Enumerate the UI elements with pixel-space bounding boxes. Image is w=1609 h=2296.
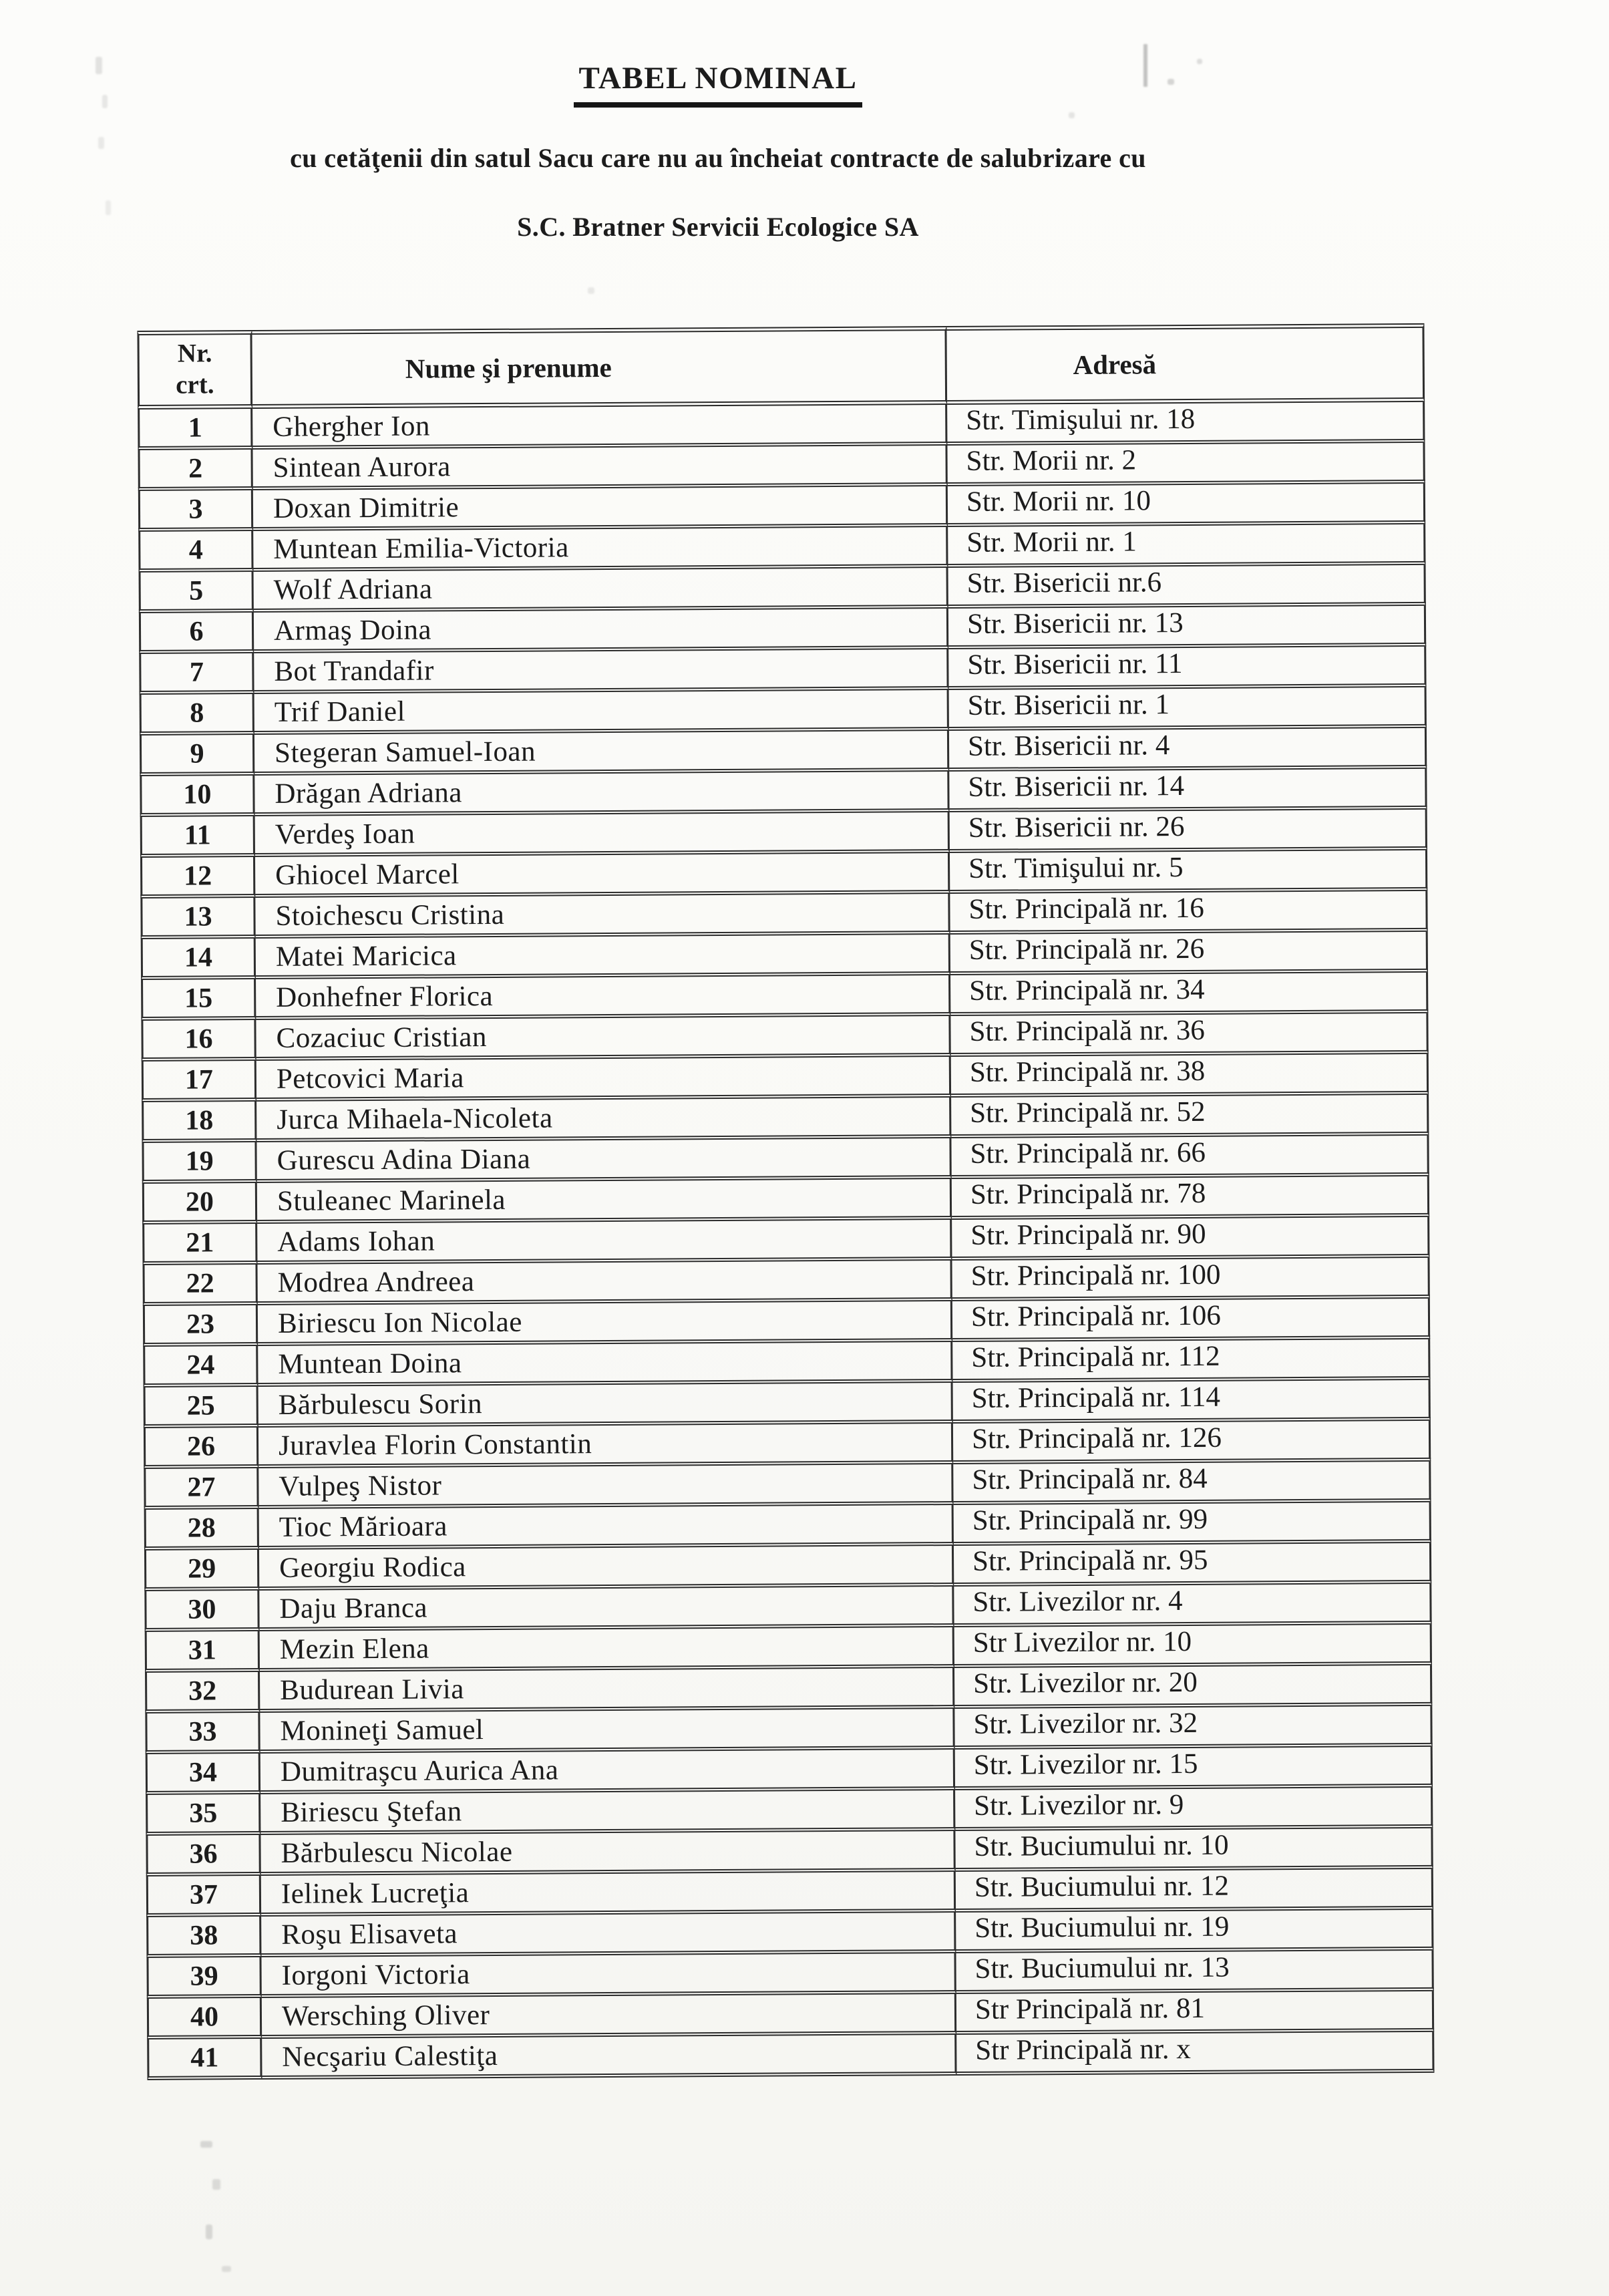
table-row [143,1299,1430,1347]
citizen-address [948,647,1426,690]
table-row [146,1951,1433,1999]
citizen-address-text: Str. Buciumului nr. 13 [974,1951,1230,1985]
row-number: 32 [145,1672,260,1713]
citizen-address [948,524,1425,568]
table-header-row [137,323,1425,409]
row-number: 41 [147,2039,262,2080]
citizen-address-text: Str. Principală nr. 114 [971,1380,1221,1414]
citizen-address-text: Str. Principală nr. 95 [972,1544,1208,1577]
scan-artifact [206,2225,212,2239]
citizen-address [951,1095,1429,1138]
citizen-address-text: Str. Livezilor nr. 32 [973,1707,1198,1740]
citizen-address [949,728,1427,772]
citizen-name: Juravlea Florin Constantin [258,1424,953,1468]
citizen-name: Georgiu Rodica [259,1546,954,1591]
citizen-address-text: Str. Bisericii nr. 4 [967,729,1170,762]
citizen-address-text: Str. Buciumului nr. 19 [974,1910,1230,1944]
citizen-address [954,1625,1432,1668]
citizen-name: Mezin Elena [260,1627,954,1672]
citizen-name: Biriescu Ştefan [260,1790,955,1835]
row-number: 13 [140,898,255,939]
citizen-address-text: Str. Bisericii nr. 1 [967,688,1170,721]
table-row [144,1502,1431,1550]
citizen-name: Roşu Elisaveta [261,1913,956,1957]
citizen-address-text: Str. Principală nr. 112 [971,1339,1220,1373]
row-number: 35 [146,1794,260,1836]
table-row [138,484,1425,532]
citizen-address-text: Str. Principală nr. 90 [970,1218,1206,1251]
citizen-address [951,1054,1429,1098]
citizen-address [954,1584,1431,1627]
citizen-address-text: Str. Morii nr. 1 [966,525,1137,558]
row-number: 19 [142,1142,256,1184]
scan-artifact [222,2266,231,2272]
document-heading [0,0,1436,242]
citizen-name: Bot Trandafir [254,649,948,694]
citizen-address [948,606,1426,649]
scan-artifact [1143,44,1147,87]
citizen-address [947,402,1425,446]
citizen-address [955,1788,1433,1831]
citizen-address-text: Str. Livezilor nr. 20 [973,1666,1198,1699]
citizen-address-text: Str Livezilor nr. 10 [972,1625,1192,1659]
citizen-address-text: Str. Bisericii nr. 13 [966,607,1184,640]
citizen-name: Verdeş Ioan [255,812,950,857]
citizen-address [952,1258,1429,1301]
table-row [143,1339,1430,1387]
scan-artifact [96,57,102,74]
table-row [139,647,1426,695]
citizen-name: Doxan Dimitrie [253,486,948,531]
citizen-name: Ielinek Lucreţia [261,1872,956,1917]
scan-artifact [106,200,111,215]
table-row [143,1258,1430,1306]
scan-artifact [98,137,104,149]
citizen-address-text: Str. Livezilor nr. 4 [972,1585,1183,1618]
column-header-name: Nume şi prenume [252,326,947,409]
table-row [145,1706,1432,1754]
scan-artifact [1197,59,1202,64]
citizen-address [950,850,1427,894]
row-number: 4 [138,531,253,572]
citizen-address-text: Str. Principală nr. 52 [970,1096,1206,1129]
citizen-address [956,2032,1434,2076]
table-row [145,1625,1432,1673]
citizen-address [953,1421,1431,1464]
table-row [146,1910,1433,1958]
citizen-name: Jurca Mihaela-Nicoleta [256,1098,951,1142]
citizen-address [954,1543,1431,1587]
citizen-address [953,1380,1431,1424]
citizen-name: Wolf Adriana [254,568,948,613]
scan-artifact [1069,112,1075,118]
citizen-name: Trif Daniel [254,690,949,735]
citizen-address-text: Str. Principală nr. 34 [969,973,1205,1007]
table-row [144,1462,1431,1510]
citizen-name: Stegeran Samuel-Ioan [254,731,949,776]
citizen-address-text: Str. Principală nr. 126 [971,1421,1222,1455]
citizen-address-text: Str. Buciumului nr. 12 [974,1869,1230,1903]
row-number: 27 [144,1468,258,1510]
citizen-address [955,1828,1433,1872]
table-row [138,443,1425,491]
row-number: 33 [145,1713,260,1754]
table-row [144,1380,1431,1428]
table-row [142,1095,1429,1143]
table-row [139,565,1426,613]
table-row [140,687,1427,735]
table-row [142,1136,1429,1184]
table-row [140,810,1427,858]
table-row [141,932,1428,980]
citizen-address [954,1706,1432,1750]
citizen-name: Ghergher Ion [252,405,947,450]
citizen-address-text: Str Principală nr. x [975,2033,1191,2066]
citizen-address [952,1217,1429,1261]
table-row [142,1176,1429,1224]
citizens-table [137,323,1434,2080]
row-number: 1 [138,409,252,450]
row-number: 6 [139,613,254,654]
row-number: 29 [144,1550,259,1591]
citizen-name: Iorgoni Victoria [261,1953,956,1998]
citizen-name: Bărbulescu Sorin [258,1383,953,1428]
table-row [144,1421,1431,1469]
row-number: 37 [146,1876,261,1917]
citizen-name: Wersching Oliver [262,1994,956,2039]
citizen-name: Stuleanec Marinela [257,1179,952,1224]
row-number: 2 [138,450,252,491]
citizen-address-text: Str. Principală nr. 16 [968,892,1204,925]
row-number: 9 [140,735,254,776]
row-number: 12 [140,857,255,898]
company-name: S.C. Bratner Servicii Ecologice SA [517,211,919,242]
citizen-name: Vulpeş Nistor [258,1464,953,1509]
row-number: 21 [142,1224,257,1265]
citizen-address [956,1910,1433,1953]
table-row [146,1788,1433,1836]
citizen-address-text: Str. Principală nr. 106 [970,1299,1221,1333]
citizen-address [949,687,1427,731]
row-number: 38 [146,1917,261,1958]
row-number: 28 [144,1509,259,1550]
scan-artifact [588,287,594,294]
citizen-address [951,1136,1429,1179]
citizen-address-text: Str. Bisericii nr. 11 [967,647,1183,681]
citizen-address [947,443,1425,486]
row-number: 39 [146,1957,261,1999]
citizen-address-text: Str. Buciumului nr. 10 [974,1828,1229,1862]
citizen-address [948,484,1425,527]
citizen-name: Donhefner Florica [256,975,950,1020]
table-row [142,1054,1429,1102]
citizen-address [950,891,1427,935]
row-number: 24 [143,1346,258,1387]
row-number: 40 [147,1998,262,2039]
citizen-address [956,1951,1433,1994]
citizen-address [956,1869,1433,1913]
citizen-name: Stoichescu Cristina [255,894,950,939]
citizen-name: Dumitraşcu Aurica Ana [260,1750,955,1794]
column-header-nr-line2: crt. [176,370,214,399]
citizen-name: Muntean Emilia-Victoria [253,527,948,572]
row-number: 16 [141,1020,256,1061]
table-row [140,769,1427,817]
row-number: 36 [146,1835,260,1876]
row-number: 5 [139,572,254,613]
row-number: 7 [139,653,254,695]
citizen-name: Daju Branca [259,1587,954,1631]
row-number: 8 [140,694,254,735]
citizen-name: Sintean Aurora [252,446,947,490]
page-title: TABEL NOMINAL [574,61,863,108]
table-row [144,1543,1431,1591]
column-header-address: Adresă [946,323,1425,405]
row-number: 10 [140,776,254,817]
row-number: 18 [142,1102,256,1143]
citizen-address-text: Str. Principală nr. 84 [972,1462,1208,1496]
citizen-address-text: Str. Principală nr. 100 [970,1258,1221,1292]
citizen-name: Modrea Andreea [258,1261,952,1305]
scan-artifact [102,95,108,108]
table-body [138,402,1434,2080]
table-row [141,1013,1428,1061]
table-row [147,2032,1434,2080]
citizen-address-text: Str. Principală nr. 26 [968,933,1205,966]
citizen-name: Biriescu Ion Nicolae [258,1301,952,1346]
citizen-address-text: Str. Principală nr. 38 [969,1055,1206,1088]
row-number: 20 [142,1183,257,1224]
citizen-name: Necşariu Calestiţa [262,2035,956,2080]
row-number: 23 [143,1305,258,1347]
citizen-address [952,1339,1430,1383]
citizen-name: Budurean Livia [260,1668,954,1713]
scan-artifact [1168,79,1174,85]
row-number: 30 [144,1591,259,1632]
citizen-address [952,1299,1430,1342]
row-number: 22 [143,1265,258,1306]
citizen-address [954,1665,1432,1709]
citizen-address-text: Str. Livezilor nr. 15 [973,1748,1198,1781]
citizen-address-text: Str. Livezilor nr. 9 [974,1788,1184,1822]
table-row [146,1747,1433,1795]
table-row [146,1828,1433,1876]
row-number: 26 [144,1428,258,1469]
citizen-name: Adams Iohan [257,1220,952,1265]
citizen-address [950,973,1428,1016]
row-number: 34 [146,1754,260,1795]
table-row [144,1584,1431,1632]
citizen-name: Petcovici Maria [256,1057,951,1102]
citizen-address-text: Str. Principală nr. 99 [972,1503,1208,1536]
citizen-name: Armaş Doina [254,609,948,653]
citizen-address [950,1013,1428,1057]
citizen-address-text: Str. Timişului nr. 5 [968,851,1184,884]
row-number: 25 [144,1387,258,1428]
table-row [142,1217,1429,1265]
table-row [140,850,1427,898]
citizen-address-text: Str. Principală nr. 66 [970,1136,1206,1170]
citizen-address-text: Str. Morii nr. 2 [966,444,1137,477]
citizen-address [956,1991,1434,2035]
scan-artifact [200,2141,212,2148]
citizen-address [953,1462,1431,1505]
citizen-name: Drăgan Adriana [254,772,949,816]
citizen-address [948,565,1426,609]
column-header-nr [137,330,252,409]
row-number: 17 [142,1061,256,1102]
row-number: 14 [141,939,256,980]
row-number: 31 [145,1631,260,1673]
citizen-name: Matei Maricica [256,935,950,979]
scan-artifact [212,2179,220,2190]
citizen-address-text: Str. Principală nr. 36 [969,1014,1205,1047]
citizen-name: Monineţi Samuel [260,1709,954,1754]
citizen-address [952,1176,1429,1220]
table-row [141,973,1428,1021]
document-subtitle: cu cetăţenii din satul Sacu care nu au încheiat contracte de salubrizare cu [290,142,1146,173]
citizen-name: Bărbulescu Nicolae [260,1831,955,1876]
citizen-address-text: Str. Bisericii nr. 26 [968,810,1185,844]
citizen-address-text: Str. Bisericii nr.6 [966,566,1162,599]
column-header-nr-line1: Nr. [177,339,212,368]
citizen-address [950,932,1428,975]
table-row [139,606,1426,654]
citizen-address [954,1502,1431,1546]
citizen-name: Muntean Doina [258,1342,952,1387]
citizen-name: Tioc Mărioara [259,1505,954,1550]
table-row [138,402,1425,450]
citizen-name: Cozaciuc Cristian [256,1016,950,1061]
table-row [147,1991,1434,2039]
row-number: 3 [138,490,253,532]
citizen-address-text: Str Principală nr. 81 [974,1992,1206,2025]
citizen-address [950,810,1427,853]
table-row [140,728,1427,776]
citizen-address [955,1747,1433,1790]
table-row [138,524,1425,572]
citizen-name: Ghiocel Marcel [255,853,950,898]
citizen-address-text: Str. Morii nr. 10 [966,484,1151,518]
row-number: 11 [140,816,255,858]
table-row [145,1665,1432,1713]
citizen-address-text: Str. Principală nr. 78 [970,1177,1206,1210]
table-row [146,1869,1433,1917]
row-number: 15 [141,979,256,1021]
table-row [140,891,1427,939]
citizen-name: Gurescu Adina Diana [256,1138,951,1183]
citizen-address-text: Str. Timişului nr. 18 [966,403,1196,436]
citizen-address [949,769,1427,812]
citizen-address-text: Str. Bisericii nr. 14 [968,770,1185,803]
